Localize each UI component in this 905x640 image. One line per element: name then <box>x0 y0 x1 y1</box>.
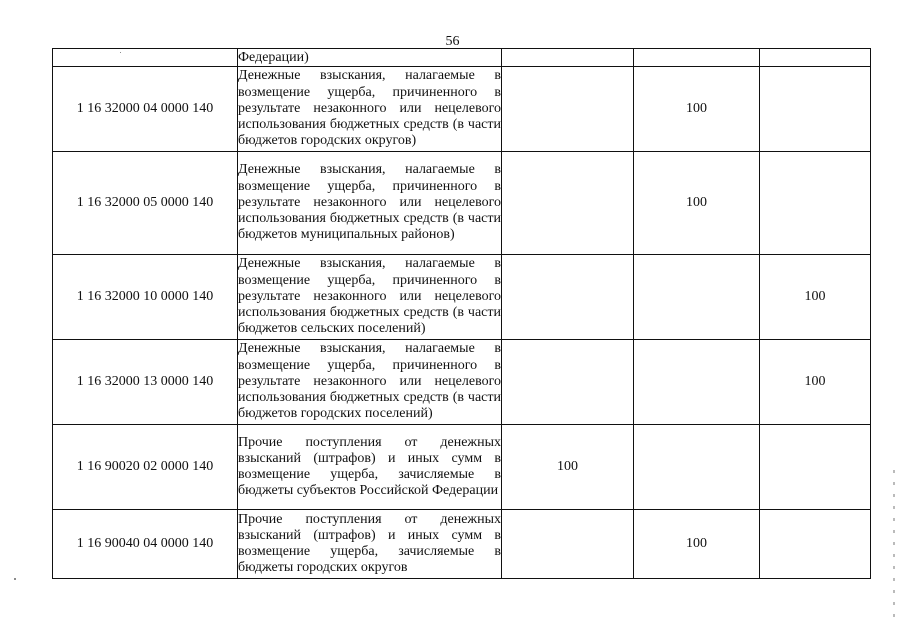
value-cell <box>760 510 871 579</box>
code-cell: 1 16 32000 10 0000 140 <box>53 255 238 340</box>
code-cell: 1 16 90040 04 0000 140 <box>53 510 238 579</box>
code-cell: 1 16 32000 13 0000 140 <box>53 340 238 425</box>
value-cell: 100 <box>760 255 871 340</box>
value-cell <box>502 510 634 579</box>
scan-edge-marks <box>893 470 895 620</box>
table-row <box>53 49 871 67</box>
description-cell: Денежные взыскания, налагаемые в возмещение ущерба, причиненного в результате незаконного или нецелевого использования бюджетных средств (в части бюджетов сельских поселений) <box>238 255 502 340</box>
value-cell <box>502 67 634 152</box>
description-cell: Денежные взыскания, налагаемые в возмещение ущерба, причиненного в результате незаконного или нецелевого использования бюджетных средств (в части бюджетов городских округов) <box>238 67 502 152</box>
value-cell: 100 <box>634 67 760 152</box>
value-cell <box>634 340 760 425</box>
value-cell: 100 <box>634 152 760 255</box>
value-cell: 100 <box>502 425 634 510</box>
value-cell <box>502 340 634 425</box>
value-cell <box>760 49 871 67</box>
table-row <box>53 255 871 340</box>
value-cell <box>634 255 760 340</box>
budget-table <box>52 48 871 579</box>
value-cell: 100 <box>634 510 760 579</box>
description-cell: Прочие поступления от денежных взысканий (штрафов) и иных сумм в возмещение ущерба, зачисляемые в бюджеты субъектов Российской Федерации <box>238 425 502 510</box>
value-cell <box>760 67 871 152</box>
table-row <box>53 152 871 255</box>
code-cell: 1 16 32000 04 0000 140 <box>53 67 238 152</box>
table-row <box>53 425 871 510</box>
code-cell: 1 16 32000 05 0000 140 <box>53 152 238 255</box>
scan-speck <box>120 52 121 53</box>
table-row <box>53 510 871 579</box>
code-cell <box>53 49 238 67</box>
page-number: 56 <box>445 34 460 49</box>
value-cell <box>502 255 634 340</box>
value-cell <box>634 425 760 510</box>
description-cell: Денежные взыскания, налагаемые в возмещение ущерба, причиненного в результате незаконного или нецелевого использования бюджетных средств (в части бюджетов муниципальных районов) <box>238 152 502 255</box>
description-cell: Прочие поступления от денежных взысканий (штрафов) и иных сумм в возмещение ущерба, зачисляемые в бюджеты городских округов <box>238 510 502 579</box>
scan-speck <box>14 578 16 580</box>
value-cell <box>760 425 871 510</box>
value-cell <box>634 49 760 67</box>
table-row <box>53 67 871 152</box>
value-cell <box>502 49 634 67</box>
code-cell: 1 16 90020 02 0000 140 <box>53 425 238 510</box>
description-cell: Федерации) <box>238 49 502 67</box>
table-row <box>53 340 871 425</box>
value-cell: 100 <box>760 340 871 425</box>
value-cell <box>502 152 634 255</box>
value-cell <box>760 152 871 255</box>
description-cell: Денежные взыскания, налагаемые в возмещение ущерба, причиненного в результате незаконного или нецелевого использования бюджетных средств (в части бюджетов городских поселений) <box>238 340 502 425</box>
